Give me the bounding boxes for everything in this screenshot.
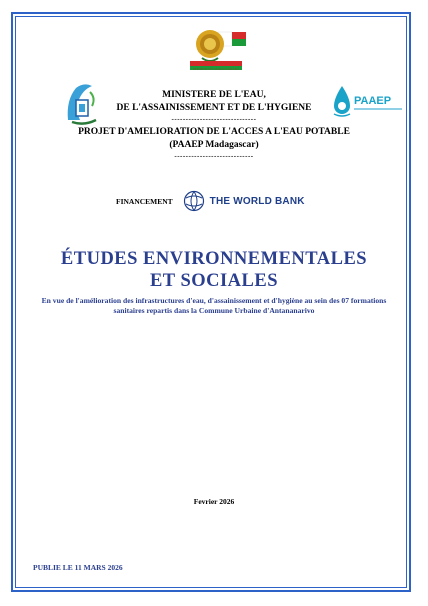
document-date: Fevrier 2026 [193, 497, 235, 506]
ministry-line-1: MINISTERE DE L'EAU, [162, 90, 266, 100]
paaep-logo-text: PAAEP [354, 95, 392, 107]
document-subtitle: En vue de l'amélioration des infrastructures d'eau, d'assainissement et d'hygiène au sein des 07 formations sanitaires repartis dans la Commune Urbaine d'Antananarivo [41, 296, 387, 315]
title-line-1: ÉTUDES ENVIRONNEMENTALES [60, 249, 368, 269]
title-line-2: ET SOCIALES [149, 271, 279, 291]
funding-label: FINANCEMENT [116, 196, 173, 206]
document-title [0, 248, 428, 292]
project-line-1: PROJET D'AMELIORATION DE L'ACCES A L'EAU POTABLE [78, 127, 350, 137]
world-bank-name: THE WORLD BANK [209, 195, 305, 207]
funding-row [116, 186, 305, 216]
publication-date: PUBLIE LE 11 MARS 2026 [33, 563, 123, 572]
project-title [0, 126, 428, 160]
separator-1: ------------------------------ [171, 115, 257, 123]
ministry-title [0, 89, 428, 123]
world-bank-globe-icon [183, 190, 205, 212]
ministry-line-2: DE L'ASSAINISSEMENT ET DE L'HYGIENE [116, 103, 312, 113]
seal-caption: REPOBLIKAN'I MADAGASIKARA [193, 67, 239, 71]
project-line-2: (PAAEP Madagascar) [169, 140, 259, 150]
world-bank-logo [183, 190, 305, 212]
separator-2: ---------------------------- [174, 152, 254, 160]
